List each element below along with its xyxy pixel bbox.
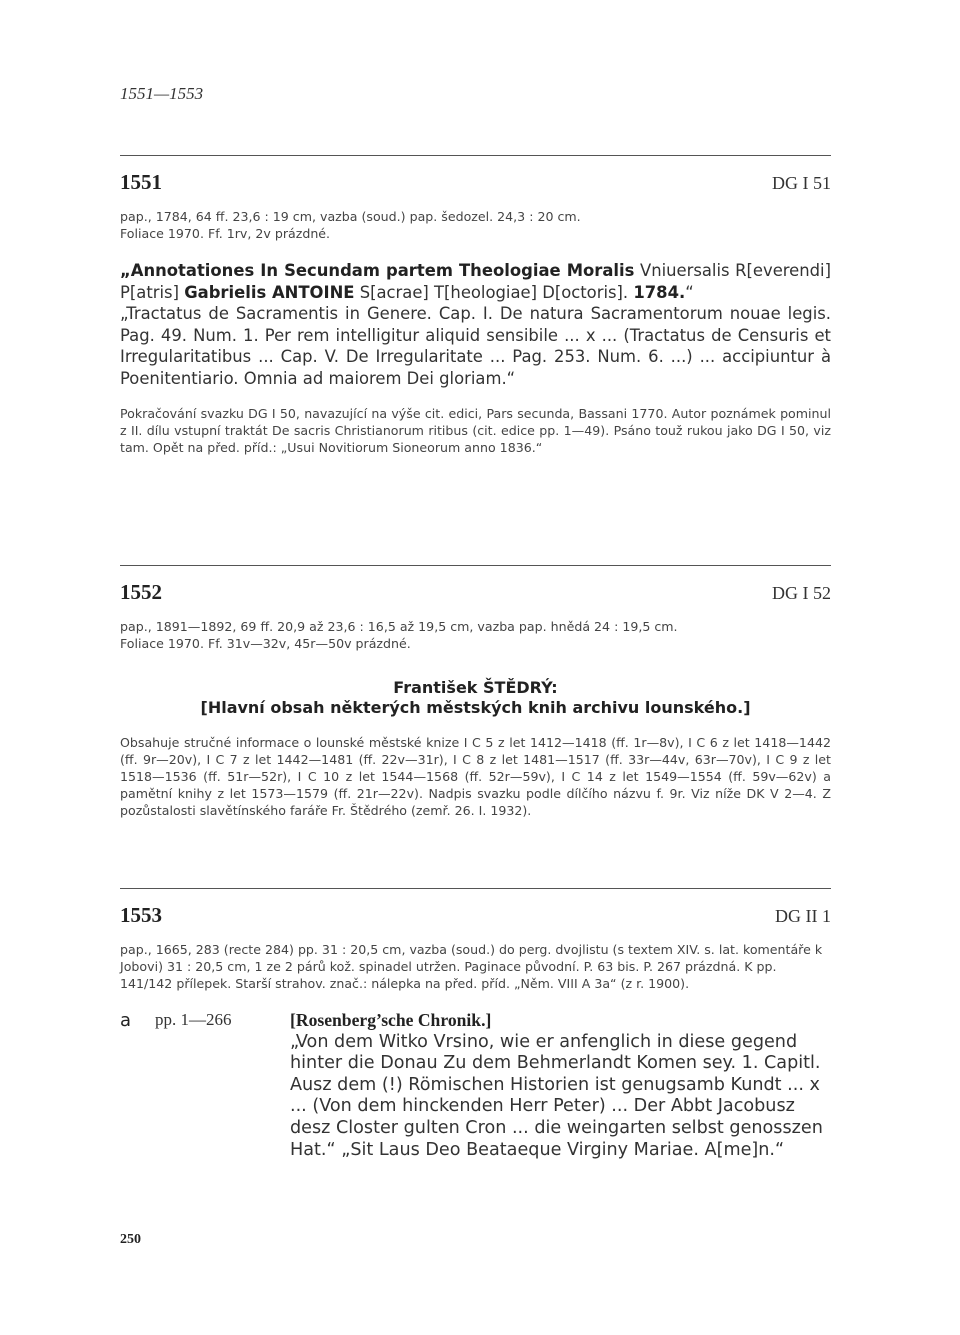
entry-number: 1552: [120, 580, 162, 604]
entry-1551: [120, 155, 831, 456]
entry-physical-description: [120, 618, 831, 652]
entry-note: Obsahuje stručné informace o lounské městské knize I C 5 z let 1412—1418 (ff. 1r—8v), I C 6 z let 1418—1442 (ff. 9r—20v), I C 7 z let 1442—1481 (ff. 22v—31r), I C 8 z let 1481—1517 (ff. 33r—44v, 63r—70v), I C 9 z let 1518—1536 (ff. 51r—52r), I C 10 z let 1544—1568 (ff. 52r—59v), I C 14 z let 1549—1554 (ff. 59v—62v) a pamětní knihy z let 1573—1579 (ff. 21r—22v). Nadpis svazku podle dílčího názvu f. 9r. Viz níže DK V 2—4. Z pozůstalosti slavětínského faráře Fr. Štědrého (zemř. 26. I. 1932).: [120, 735, 831, 818]
meta-line: Foliace 1970. Ff. 1rv, 2v prázdné.: [120, 226, 331, 241]
entry-number: 1551: [120, 170, 162, 194]
title-text: S[acrae] T[heologiae] D[octoris].: [354, 282, 634, 302]
entry-divider: [120, 155, 831, 156]
entry-signature: DG I 51: [772, 173, 831, 193]
sub-item-a: [120, 1010, 831, 1161]
title-text: Vniuersalis R[everendi] P[atris]: [120, 261, 831, 302]
meta-line: Foliace 1970. Ff. 31v—32v, 45r—50v prázdné.: [120, 636, 411, 651]
entry-physical-description: [120, 208, 831, 242]
entry-author-title: [120, 678, 831, 718]
entry-header: [120, 580, 831, 608]
entry-signature: DG II 1: [775, 906, 831, 926]
title-bold: 1784.: [633, 282, 686, 302]
running-head: 1551—1553: [120, 84, 204, 103]
entry-number: 1553: [120, 903, 162, 927]
entry-signature: DG I 52: [772, 583, 831, 603]
entry-author: František ŠTĚDRÝ:: [393, 678, 558, 697]
entry-note: Pokračování svazku DG I 50, navazující na výše cit. edici, Pars secunda, Bassani 1770. Autor poznámek pominul z II. dílu vstupní traktát De sacris Christianorum ritibus (cit. edice pp. 1—49). Psáno touž rukou jako DG I 50, viz tam. Opět na před. příd.: „Usui Novitiorum Sioneorum anno 1836.“: [120, 406, 831, 455]
sub-item-title: [Rosenberg’sche Chronik.]: [290, 1010, 492, 1030]
entry-1553: [120, 888, 831, 1161]
meta-line: pap., 1784, 64 ff. 23,6 : 19 cm, vazba (soud.) pap. šedozel. 24,3 : 20 cm.: [120, 209, 581, 224]
entry-header: [120, 903, 831, 931]
sub-item-text: „Von dem Witko Vrsino, wie er anfenglich in diese gegend hinter die Donau Zu dem Behmerlandt Komen sey. 1. Capitl. Ausz dem (!) Römischen Historien ist genugsamb Kundt ... x ... (Von dem hinckenden Herr Peter) ... Der Abbt Jacobusz desz Closter gulten Cron ... die weingarten selbst genosszen Hat.“ „Sit Laus Deo Beataeque Virginy Mariae. A[me]n.“: [290, 1031, 823, 1160]
entry-title: [120, 260, 831, 389]
entry-divider: [120, 888, 831, 889]
meta-line: pap., 1891—1892, 69 ff. 20,9 až 23,6 : 16,5 až 19,5 cm, vazba pap. hnědá 24 : 19,5 cm.: [120, 619, 678, 634]
title-text: “: [685, 282, 694, 302]
entry-header: [120, 170, 831, 198]
page-number: 250: [120, 1232, 141, 1247]
entry-incipit: „Tractatus de Sacramentis in Genere. Cap. I. De natura Sacramentorum nouae legis. Pag. 49. Num. 1. Per rem intelligitur aliquid sensibile ... x ... (Tractatus de Censuris et Irregularitatibus ... Cap. V. De Irregularitate ... Pag. 253. Num. 6. ...) ... accipiuntur à Poenitentiario. Omnia ad maiorem Dei gloriam.“: [120, 304, 831, 388]
sub-item-pages: pp. 1—266: [155, 1010, 232, 1029]
title-bold: Gabrielis ANTOINE: [184, 282, 355, 302]
sub-item-body: [290, 1010, 831, 1161]
entry-1552: [120, 565, 831, 819]
meta-line: pap., 1665, 283 (recte 284) pp. 31 : 20,5 cm, vazba (soud.) do perg. dvojlistu (s textem XIV. s. lat. komentáře k Jobovi) 31 : 20,5 cm, 1 ze 2 párů kož. spinadel utržen. Paginace původní. P. 63 bis. P. 267 prázdná. K pp. 141/142 přílepek. Starší strahov. znač.: nálepka na před. příd. „Něm. VIII A 3a“ (z r. 1900).: [120, 942, 823, 991]
entry-physical-description: [120, 941, 831, 992]
entry-divider: [120, 565, 831, 566]
sub-item-label: a: [120, 1010, 132, 1031]
entry-work-title: [Hlavní obsah některých městských knih archivu lounského.]: [200, 698, 751, 717]
title-bold: „Annotationes In Secundam partem Theologiae Moralis: [120, 261, 635, 280]
